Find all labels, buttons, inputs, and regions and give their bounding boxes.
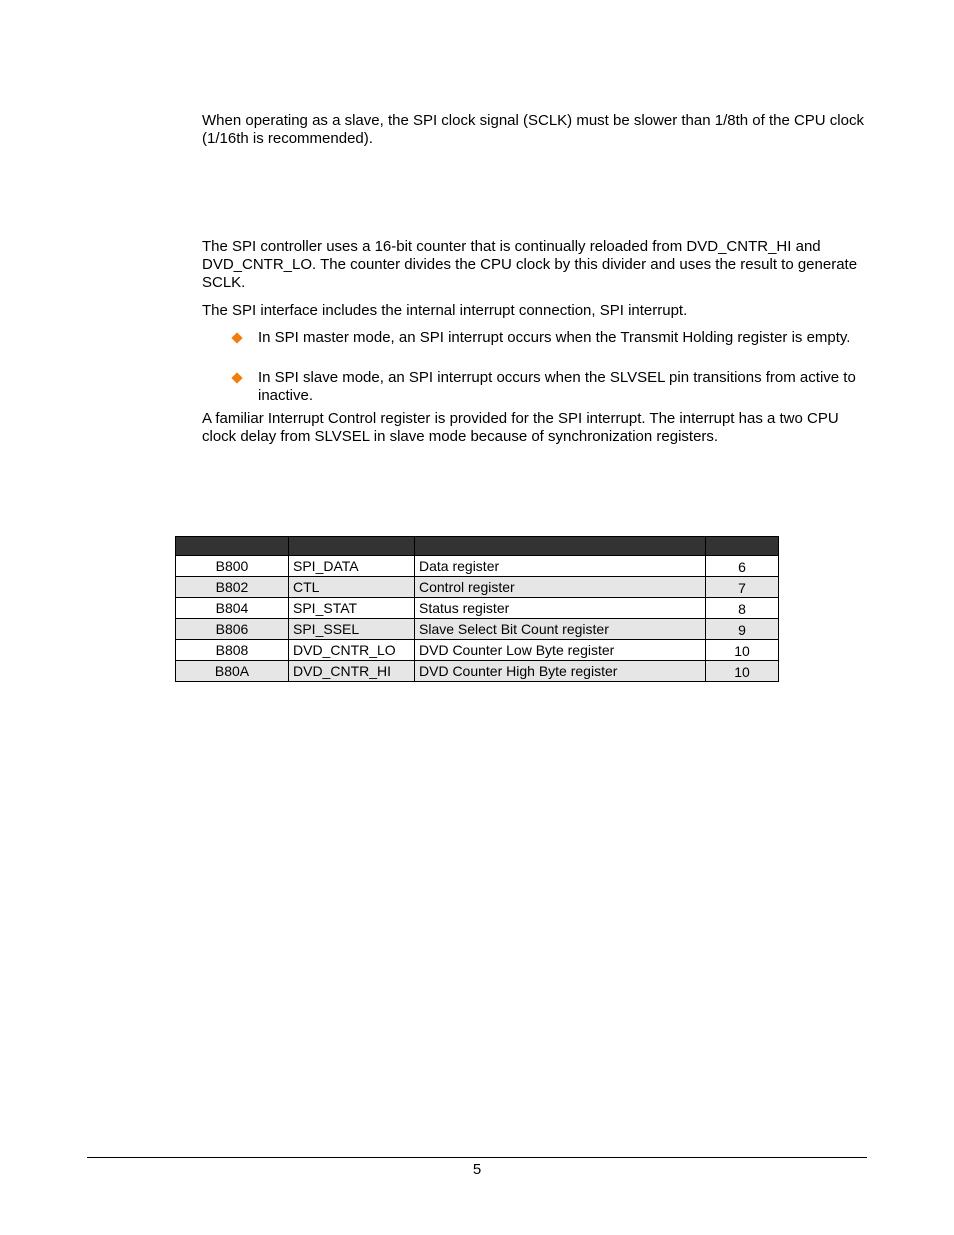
register-name-cell: SPI_STAT (289, 598, 415, 619)
address-cell: B802 (176, 577, 289, 598)
description-cell: Control register (415, 577, 706, 598)
register-name-cell: SPI_SSEL (289, 619, 415, 640)
description-cell: DVD Counter Low Byte register (415, 640, 706, 661)
table-row (176, 598, 779, 619)
paragraph-slave-clock: When operating as a slave, the SPI clock signal (SCLK) must be slower than 1/8th of the CPU clock (1/16th is recommended). (202, 112, 864, 147)
header-cell-name (289, 537, 415, 556)
table-row (176, 619, 779, 640)
address-cell: B800 (176, 556, 289, 577)
page-cell: 6 (706, 556, 779, 577)
header-cell-address (176, 537, 289, 556)
bullet-master-mode: In SPI master mode, an SPI interrupt occurs when the Transmit Holding register is empty. (258, 329, 851, 346)
page-cell: 8 (706, 598, 779, 619)
page-cell: 9 (706, 619, 779, 640)
table-row (176, 661, 779, 682)
paragraph-counter: The SPI controller uses a 16-bit counter that is continually reloaded from DVD_CNTR_HI and DVD_CNTR_LO. The counter divides the CPU clock by this divider and uses the result to generate SCLK. (202, 238, 858, 291)
diamond-bullet-icon (231, 332, 242, 343)
diamond-bullet-icon (231, 372, 242, 383)
footer-divider (87, 1157, 867, 1158)
page-cell: 10 (706, 661, 779, 682)
address-cell: B808 (176, 640, 289, 661)
address-cell: B80A (176, 661, 289, 682)
register-name-cell: DVD_CNTR_LO (289, 640, 415, 661)
header-cell-description (415, 537, 706, 556)
table-header-row (176, 537, 779, 556)
address-cell: B804 (176, 598, 289, 619)
description-cell: Data register (415, 556, 706, 577)
bullet-slave-mode: In SPI slave mode, an SPI interrupt occurs when the SLVSEL pin transitions from active to inactive. (258, 369, 856, 404)
paragraph-interrupt-intro: The SPI interface includes the internal interrupt connection, SPI interrupt. (202, 302, 688, 319)
header-cell-page (706, 537, 779, 556)
register-name-cell: SPI_DATA (289, 556, 415, 577)
register-name-cell: DVD_CNTR_HI (289, 661, 415, 682)
paragraph-interrupt-control: A familiar Interrupt Control register is provided for the SPI interrupt. The interrupt has a two CPU clock delay from SLVSEL in slave mode because of synchronization registers. (202, 410, 839, 445)
page-cell: 10 (706, 640, 779, 661)
register-table (175, 536, 779, 682)
description-cell: DVD Counter High Byte register (415, 661, 706, 682)
table-row (176, 640, 779, 661)
description-cell: Status register (415, 598, 706, 619)
page-cell: 7 (706, 577, 779, 598)
address-cell: B806 (176, 619, 289, 640)
table-row (176, 556, 779, 577)
register-name-cell: CTL (289, 577, 415, 598)
page-number: 5 (472, 1161, 482, 1178)
description-cell: Slave Select Bit Count register (415, 619, 706, 640)
table-row (176, 577, 779, 598)
